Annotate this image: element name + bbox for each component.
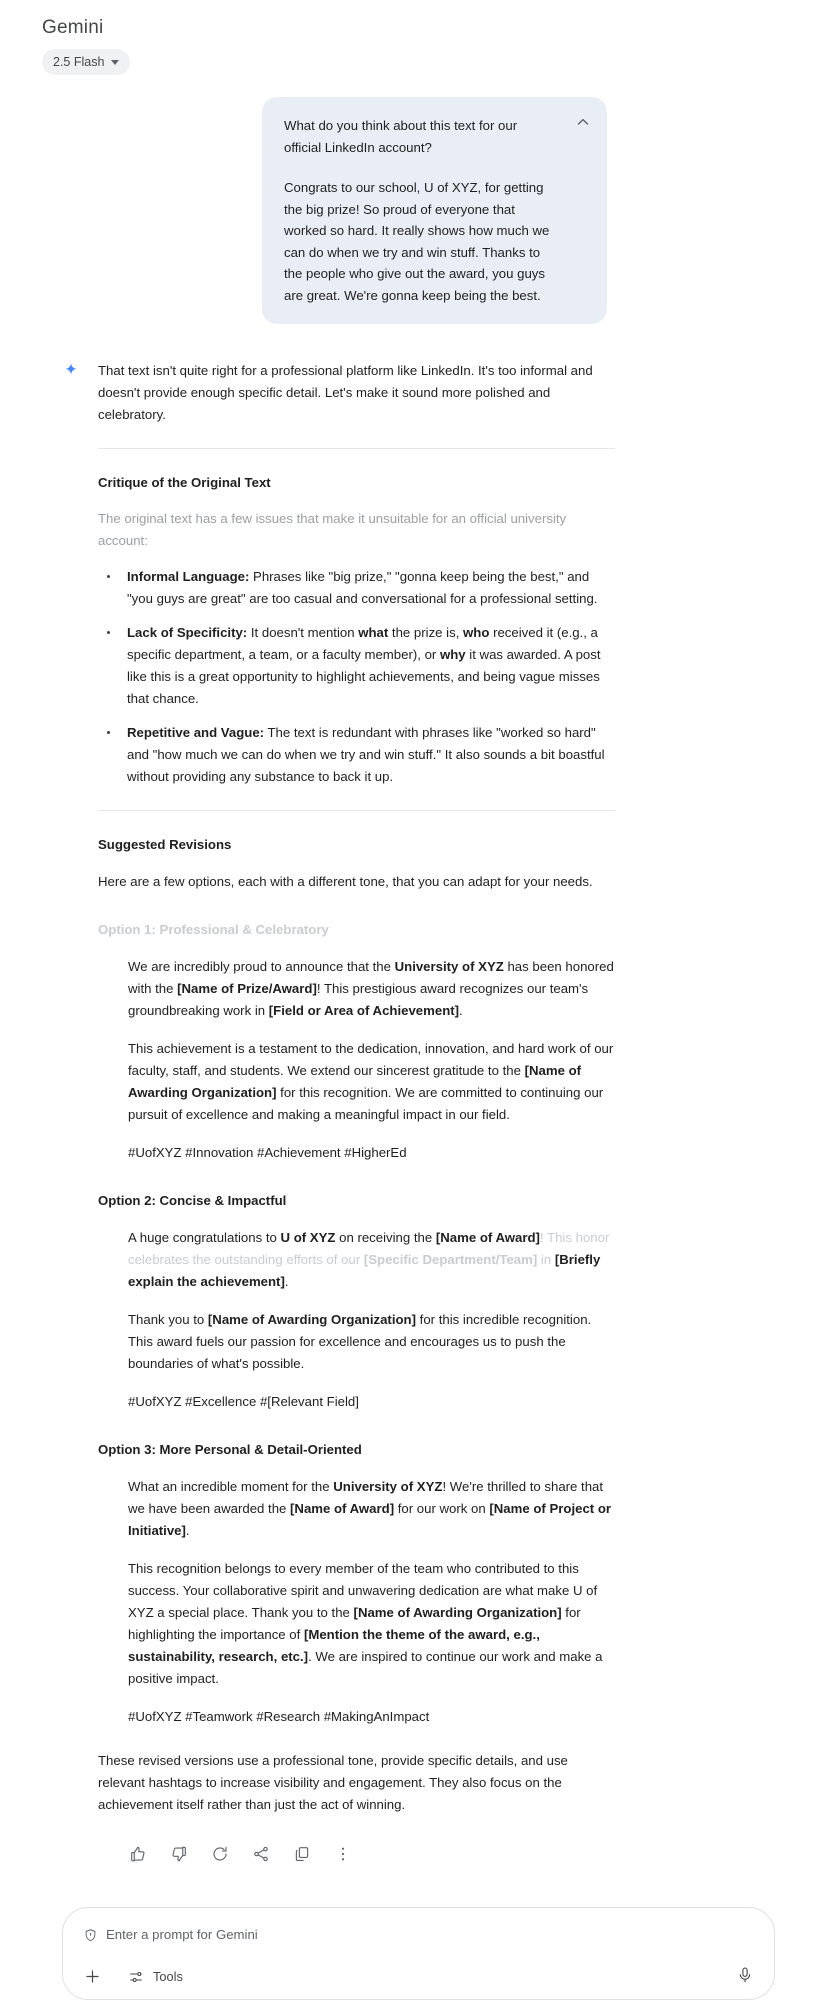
user-message-row — [0, 75, 837, 324]
option-2-heading: Option 2: Concise & Impactful — [98, 1193, 287, 1208]
model-selector-label: 2.5 Flash — [53, 55, 105, 69]
text-run: Thank you to — [128, 1312, 208, 1327]
option-2-hashtags: #UofXYZ #Excellence #[Relevant Field] — [128, 1394, 359, 1409]
model-selector-chip[interactable] — [42, 49, 130, 75]
text-run: for our work on — [394, 1501, 490, 1516]
user-message-bubble — [262, 97, 607, 324]
placeholder-token: [Name of Project or Initiative] — [128, 1501, 612, 1538]
add-attachment-button[interactable] — [83, 1967, 102, 1986]
share-icon[interactable] — [251, 1844, 270, 1863]
placeholder-token: [Specific Department/Team] — [363, 1252, 538, 1267]
tune-icon — [128, 1969, 144, 1985]
response-actions — [100, 1844, 615, 1863]
critique-item-text: The text is redundant with phrases like "worked so hard" and "how much we can do when we try and win stuff." It also sounds a bit boastful without providing any substance to back it up. — [127, 725, 605, 784]
prompt-input-row[interactable] — [83, 1925, 754, 1945]
text-run: . We are inspired to continue our work and make a positive impact. — [128, 1649, 603, 1686]
critique-item-text: the prize is, — [388, 625, 464, 640]
option-2-body — [98, 1227, 615, 1413]
placeholder-token: [Name of Award] — [435, 1230, 540, 1245]
critique-item-emphasis: why — [439, 647, 466, 662]
divider — [98, 448, 615, 449]
page-title: Gemini — [42, 17, 104, 38]
option-1-paragraph-1 — [128, 956, 615, 1022]
copy-icon[interactable] — [292, 1844, 311, 1863]
critique-item-emphasis: who — [463, 625, 490, 640]
option-1-body — [98, 956, 615, 1164]
text-run: ! We're thrilled to share that we have been awarded the — [128, 1479, 604, 1516]
conversation-thread — [0, 75, 837, 1863]
refresh-icon[interactable] — [210, 1844, 229, 1863]
option-3-heading: Option 3: More Personal & Detail-Oriented — [98, 1442, 362, 1457]
text-run: has been honored with the — [128, 959, 614, 996]
text-run: This recognition belongs to every member of the team who contributed to this success. Your collaborative spirit and unwavering dedication are what make U of XYZ a special place. Thank you to the — [128, 1561, 598, 1620]
placeholder-token: [Mention the theme of the award, e.g., sustainability, research, etc.] — [128, 1627, 540, 1664]
critique-item-text: Phrases like "big prize," "gonna keep being the best," and "you guys are great" are too casual and conversational for a professional setting. — [127, 569, 598, 606]
text-run: . — [284, 1274, 289, 1289]
option-2-paragraph-2 — [128, 1309, 615, 1375]
user-message-paragraph-1: What do you think about this text for our official LinkedIn account? — [284, 118, 518, 155]
microphone-icon[interactable] — [736, 1966, 754, 1984]
text-run: for highlighting the importance of — [128, 1605, 581, 1642]
chevron-down-icon — [111, 60, 119, 65]
critique-item-text: it was awarded. A post like this is a great opportunity to highlight achievements, and being vague misses that chance. — [127, 647, 601, 706]
text-run: for this recognition. We are committed to continuing our pursuit of excellence and making a meaningful impact in our field. — [128, 1085, 604, 1122]
list-item — [98, 622, 615, 710]
placeholder-token: [Name of Awarding Organization] — [128, 1063, 582, 1100]
option-3-paragraph-2 — [128, 1558, 615, 1690]
model-response-row — [0, 324, 837, 1863]
shield-icon — [83, 1928, 98, 1943]
text-run: This achievement is a testament to the dedication, innovation, and hard work of our faculty, staff, and students. We extend our sincerest gratitude to the — [128, 1041, 614, 1078]
critique-list — [98, 566, 615, 788]
text-run: . — [185, 1523, 190, 1538]
search-input[interactable]: Enter a prompt for Gemini — [106, 1927, 258, 1942]
revisions-heading: Suggested Revisions — [98, 837, 232, 852]
placeholder-token: [Field or Area of Achievement] — [268, 1003, 460, 1018]
placeholder-token: [Name of Awarding Organization] — [207, 1312, 416, 1327]
placeholder-token: [Name of Prize/Award] — [177, 981, 317, 996]
critique-item-label: Repetitive and Vague: — [127, 725, 265, 740]
placeholder-token: [Name of Award] — [290, 1501, 395, 1516]
critique-item-emphasis: what — [358, 625, 389, 640]
placeholder-token: [Name of Awarding Organization] — [353, 1605, 562, 1620]
composer-area — [0, 1863, 837, 2000]
option-1-paragraph-2 — [128, 1038, 615, 1126]
option-1-hashtags: #UofXYZ #Innovation #Achievement #HigherEd — [128, 1145, 407, 1160]
text-run: What an incredible moment for the — [128, 1479, 334, 1494]
critique-lede: The original text has a few issues that make it unsuitable for an official university account: — [98, 511, 567, 548]
tools-button[interactable] — [128, 1969, 183, 1985]
option-3-hashtags: #UofXYZ #Teamwork #Research #MakingAnImpact — [128, 1709, 430, 1724]
text-run: ! This honor celebrates the outstanding efforts of our — [128, 1230, 610, 1267]
option-2-paragraph-1 — [128, 1227, 615, 1293]
critique-heading: Critique of the Original Text — [98, 475, 271, 490]
text-run: A huge congratulations to — [128, 1230, 281, 1245]
critique-item-label: Informal Language: — [127, 569, 250, 584]
gemini-sparkle-icon — [62, 362, 80, 380]
text-run: We are incredibly proud to announce that the — [128, 959, 395, 974]
placeholder-token: University of XYZ — [333, 1479, 443, 1494]
model-response-body — [98, 360, 615, 1863]
list-item — [98, 566, 615, 610]
tools-label: Tools — [153, 1969, 183, 1984]
critique-item-text: received it (e.g., a specific department, a team, or a faculty member), or — [127, 625, 598, 662]
composer-toolbar — [83, 1967, 754, 1986]
text-run: on receiving the — [335, 1230, 436, 1245]
text-run: in — [537, 1252, 555, 1267]
revisions-lede: Here are a few options, each with a different tone, that you can adapt for your needs. — [98, 874, 593, 889]
prompt-composer[interactable] — [62, 1907, 775, 2000]
placeholder-token: [Briefly explain the achievement] — [128, 1252, 601, 1289]
placeholder-token: University of XYZ — [394, 959, 504, 974]
app-header — [0, 0, 837, 75]
text-run: ! This prestigious award recognizes our team's groundbreaking work in — [128, 981, 589, 1018]
option-3-body — [98, 1476, 615, 1728]
chevron-up-icon[interactable] — [575, 114, 591, 130]
placeholder-token: U of XYZ — [280, 1230, 336, 1245]
more-options-icon[interactable] — [333, 1844, 352, 1863]
divider — [98, 810, 615, 811]
critique-item-text: It doesn't mention — [247, 625, 359, 640]
list-item — [98, 722, 615, 788]
text-run: for this incredible recognition. This award fuels our passion for excellence and encourages us to push the boundaries of what's possible. — [128, 1312, 592, 1371]
text-run: . — [459, 1003, 463, 1018]
response-intro: That text isn't quite right for a professional platform like LinkedIn. It's too informal and doesn't provide enough specific detail. Let's make it sound more polished and celebratory. — [98, 363, 593, 422]
option-3-paragraph-1 — [128, 1476, 615, 1542]
thumb-up-icon[interactable] — [128, 1844, 147, 1863]
response-closing: These revised versions use a professional tone, provide specific details, and use relevant hashtags to increase visibility and engagement. They also focus on the achievement itself rather than just the act of winning. — [98, 1753, 568, 1812]
option-1-heading: Option 1: Professional & Celebratory — [98, 922, 329, 937]
user-message-paragraph-2: Congrats to our school, U of XYZ, for getting the big prize! So proud of everyone that worked so hard. It really shows how much we can do when we try and win stuff. Thanks to the people who give out the award, you guys are great. We're gonna keep being the best. — [284, 180, 550, 303]
thumb-down-icon[interactable] — [169, 1844, 188, 1863]
critique-item-label: Lack of Specificity: — [127, 625, 248, 640]
